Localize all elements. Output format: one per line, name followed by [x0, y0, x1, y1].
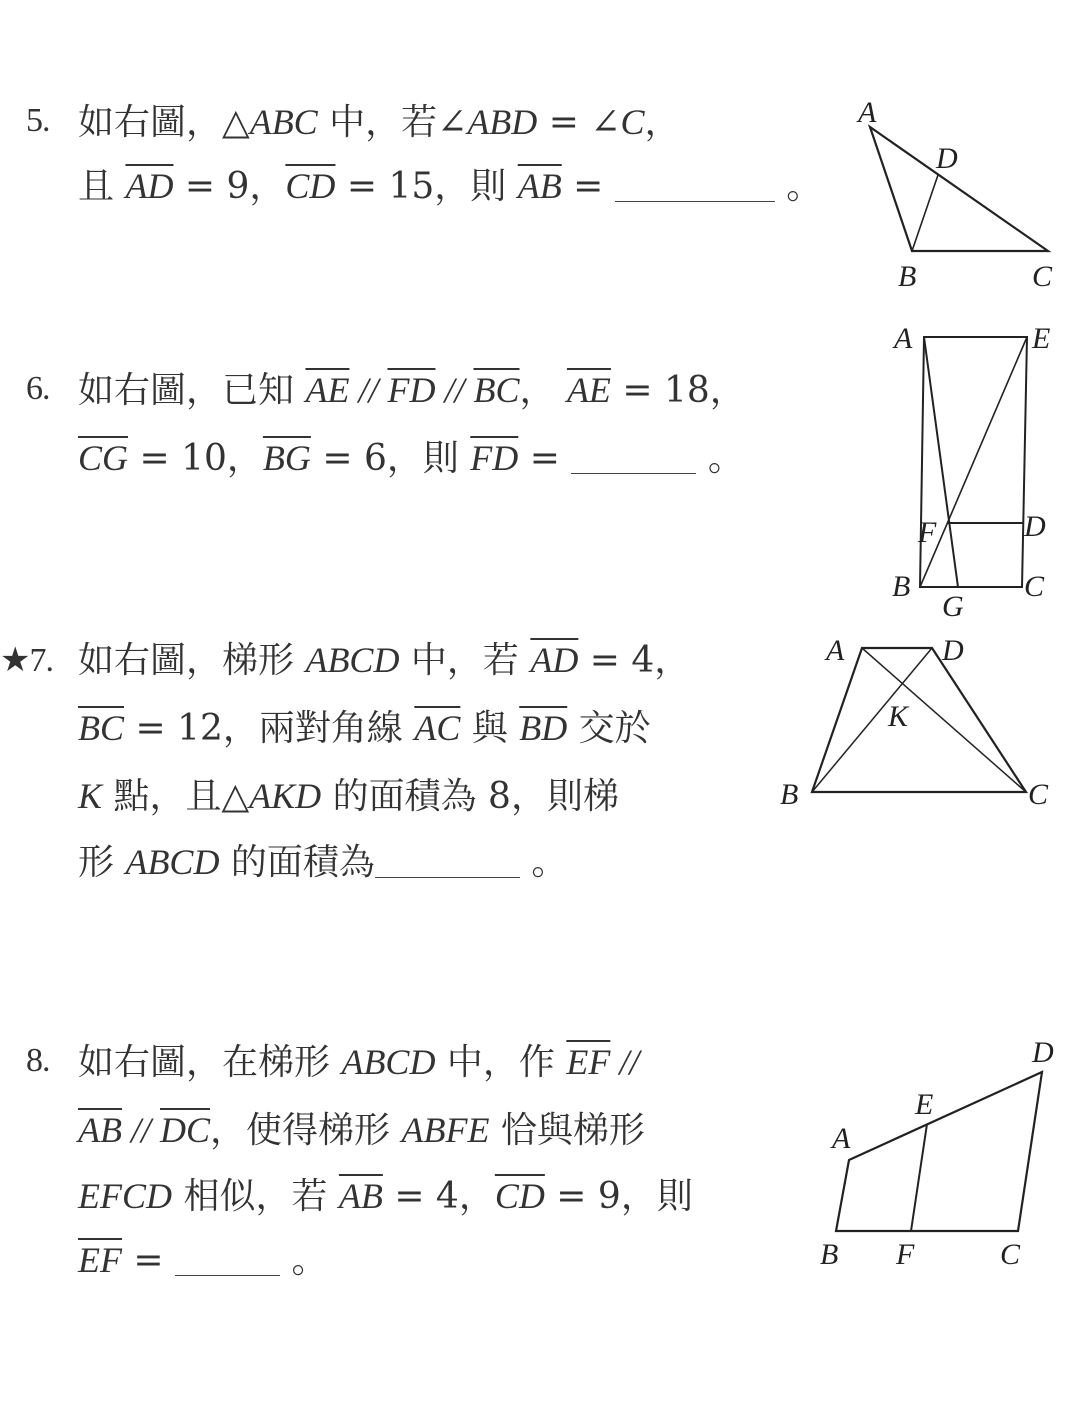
- label-c: C: [1028, 778, 1049, 811]
- answer-blank[interactable]: [615, 171, 775, 202]
- problem-7-line-1: 如右圖，梯形 ABCD 中，若 $\overline{AD} = 4$，: [78, 640, 691, 681]
- label-c: C: [1024, 570, 1045, 603]
- segment-bd: [912, 175, 938, 251]
- trapezoid-abcd: [836, 1072, 1042, 1231]
- problem-8-line-2: $\overline{AB} // \overline{DC}$，使得梯形 ABFE 恰與梯形: [78, 1110, 645, 1151]
- segment-ef: [911, 1124, 927, 1231]
- problem-8-line-4: $\overline{EF}$ = 。: [78, 1240, 328, 1281]
- label-d: D: [936, 142, 958, 175]
- answer-blank[interactable]: [175, 1245, 280, 1276]
- parallel-lines-figure: [880, 310, 1080, 630]
- trapezoid-abcd: [812, 648, 1026, 792]
- segment-ag: [924, 337, 958, 587]
- problem-5-line-1: 如右圖，△ABC 中，若∠ABD = ∠C，: [78, 102, 681, 143]
- segment-eb: [920, 337, 1027, 587]
- problem-6-line-2: $\overline{CG} = 10$，$\overline{BG} = 6$，則 $\overline{FD}$ = 。: [78, 438, 744, 479]
- problem-6-line-1: 如右圖，已知 $\overline{AE} // \overline{FD} // \overline{BC}$， $\overline{AE} = 18$，: [78, 370, 746, 411]
- problem-7-line-2: $\overline{BC} = 12$，兩對角線 $\overline{AC}$ 與 $\overline{BD}$ 交於: [78, 708, 651, 749]
- trapezoid-abcd-figure: [770, 630, 1070, 820]
- diagonal-bd: [812, 648, 932, 792]
- problem-7-line-4: 形 ABCD 的面積為 。: [78, 842, 568, 883]
- label-c: C: [1000, 1238, 1021, 1271]
- problem-number: 6.: [26, 370, 50, 407]
- problem-5-line-2: 且 $\overline{AD} = 9$，$\overline{CD} = 15$，則 $\overline{AB}$ = 。: [78, 166, 823, 207]
- label-b: B: [780, 778, 799, 811]
- problem-number: ★7.: [0, 642, 53, 679]
- label-e: E: [915, 1088, 934, 1121]
- label-g: G: [942, 590, 964, 623]
- problem-8-line-1: 如右圖，在梯形 ABCD 中，作 $\overline{EF}$ //: [78, 1042, 640, 1083]
- label-d: D: [1024, 510, 1046, 543]
- diagonal-ac: [862, 648, 1026, 792]
- answer-blank[interactable]: [571, 443, 696, 474]
- problem-number: 5.: [26, 102, 50, 139]
- label-b: B: [892, 570, 911, 603]
- answer-blank[interactable]: [375, 847, 520, 878]
- label-e: E: [1032, 322, 1051, 355]
- label-a: A: [894, 322, 913, 355]
- label-a: A: [858, 96, 877, 129]
- label-k: K: [888, 700, 909, 733]
- label-f: F: [918, 516, 937, 549]
- label-b: B: [820, 1238, 839, 1271]
- problem-7-line-3: K 點，且△AKD 的面積為 8，則梯: [78, 776, 619, 817]
- label-f: F: [896, 1238, 915, 1271]
- problem-8-line-3: EFCD 相似，若 $\overline{AB} = 4$，$\overline{CD} = 9$，則: [78, 1176, 693, 1217]
- label-d: D: [1032, 1036, 1054, 1069]
- label-a: A: [826, 634, 845, 667]
- triangle-abc-figure: [840, 90, 1070, 293]
- trapezoid-abcd-ef-figure: [810, 1030, 1080, 1280]
- label-b: B: [898, 260, 917, 293]
- triangle-abc: [870, 127, 1048, 251]
- label-a: A: [832, 1122, 851, 1155]
- label-c: C: [1032, 260, 1053, 293]
- label-d: D: [942, 634, 964, 667]
- problem-number: 8.: [26, 1042, 50, 1079]
